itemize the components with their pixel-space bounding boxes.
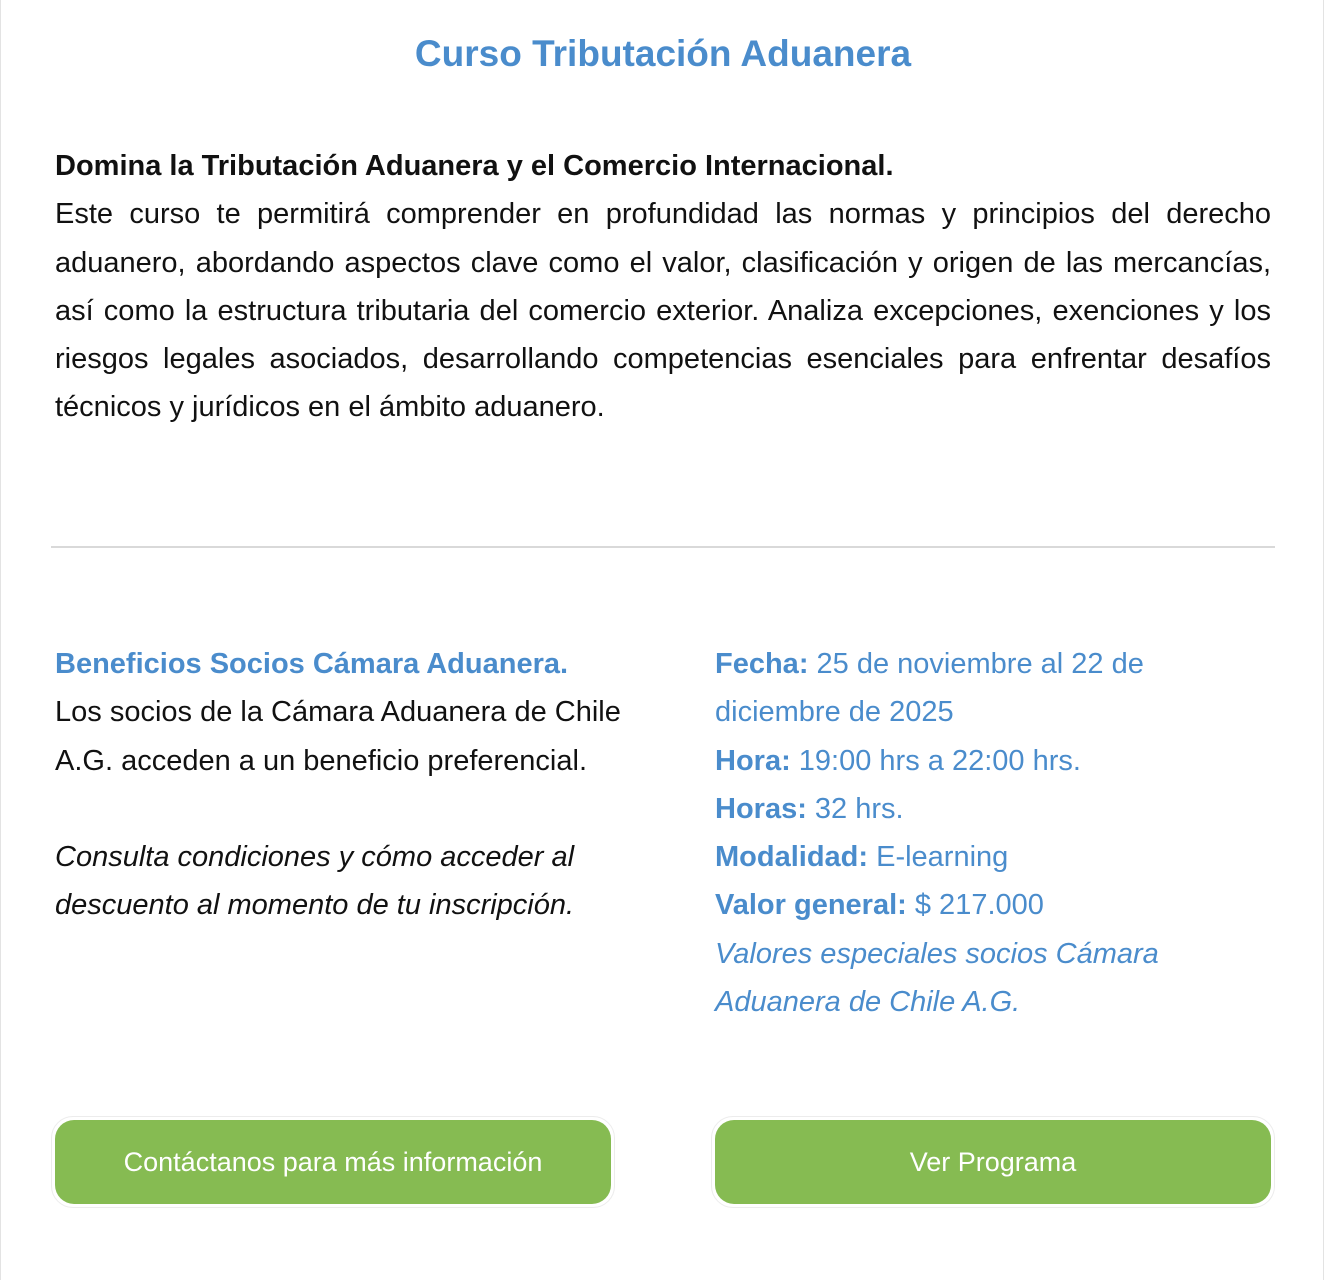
contact-button-frame (51, 1116, 615, 1208)
contact-button[interactable]: Contáctanos para más información (55, 1120, 611, 1204)
info-horas (715, 785, 1255, 833)
info-modalidad-label: Modalidad: (715, 841, 869, 874)
info-hora (715, 737, 1255, 785)
benefits-column (55, 640, 655, 930)
info-modalidad (715, 833, 1255, 881)
intro-body: Este curso te permitirá comprender en profundidad las normas y principios del derecho aduanero, abordando aspectos clave como el valor, clasificación y origen de las mercancías, así como la estructura tributaria del comercio exterior. Analiza excepciones, exenciones y los riesgos legales asociados, desarrollando competencias esenciales para enfrentar desafíos técnicos y jurídicos en el ámbito aduanero. (55, 198, 1271, 424)
section-divider (51, 546, 1275, 548)
benefits-note: Consulta condiciones y cómo acceder al descuento al momento de tu inscripción. (55, 841, 575, 922)
course-info-column (715, 640, 1255, 1026)
info-valor (715, 881, 1255, 929)
info-valor-label: Valor general: (715, 889, 907, 922)
info-valor-value: $ 217.000 (914, 889, 1044, 922)
program-button-frame (711, 1116, 1275, 1208)
info-fecha (715, 640, 1255, 737)
intro-heading: Domina la Tributación Aduanera y el Comercio Internacional. (55, 150, 894, 182)
info-hora-label: Hora: (715, 744, 791, 777)
info-horas-label: Horas: (715, 792, 807, 825)
benefits-title: Beneficios Socios Cámara Aduanera. (55, 648, 569, 680)
view-program-button[interactable]: Ver Programa (715, 1120, 1271, 1204)
info-horas-value: 32 hrs. (814, 792, 904, 825)
info-fecha-label: Fecha: (715, 648, 809, 680)
info-fecha-value: 25 de noviembre al 22 de diciembre de 2025 (715, 648, 1144, 729)
intro-section (55, 142, 1271, 432)
benefits-text: Los socios de la Cámara Aduanera de Chile A.G. acceden a un beneficio preferencial. (55, 696, 621, 777)
info-modalidad-value: E-learning (876, 841, 1009, 874)
info-hora-value: 19:00 hrs a 22:00 hrs. (798, 744, 1081, 777)
info-note: Valores especiales socios Cámara Aduanera de Chile A.G. (715, 937, 1159, 1019)
page-title: Curso Tributación Aduanera (414, 33, 912, 74)
